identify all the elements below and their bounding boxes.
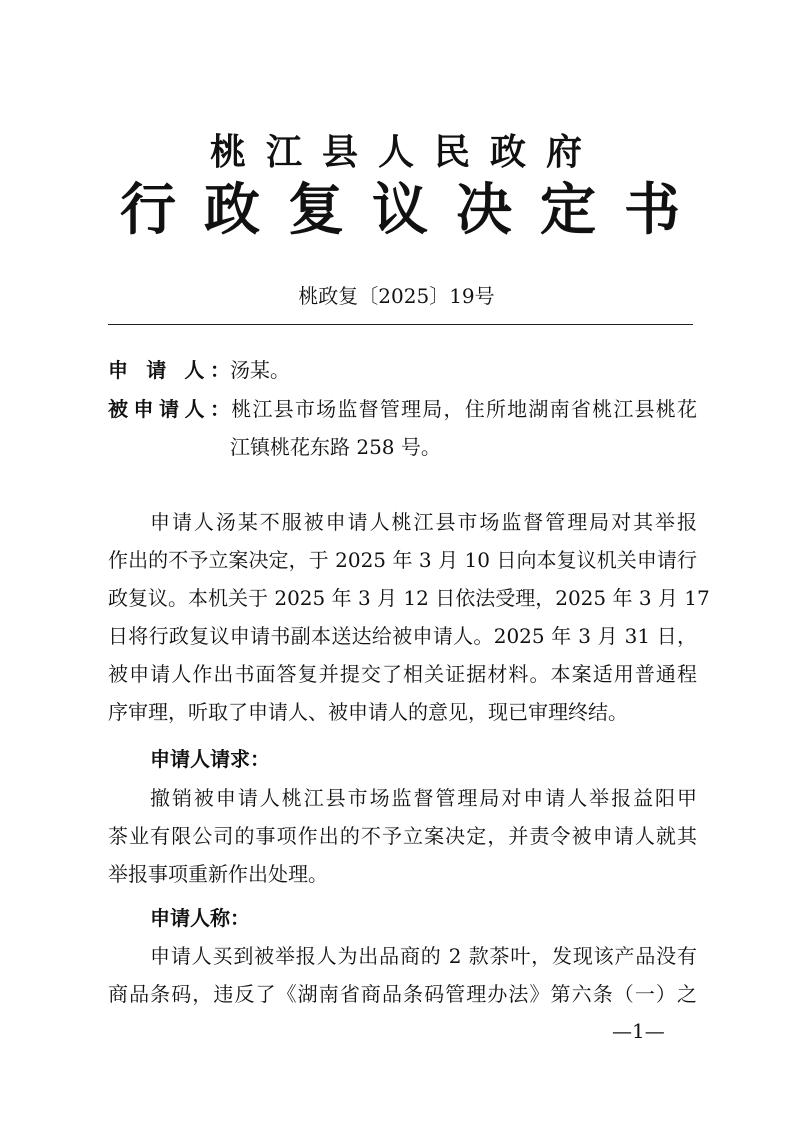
intro-line: 作出的不予立案决定，于 2025 年 3 月 10 日向本复议机关申请行 [108, 548, 697, 572]
request-line: 茶业有限公司的事项作出的不予立案决定，并责令被申请人就其 [108, 824, 697, 848]
request-line: 撤销被申请人桃江县市场监督管理局对申请人举报益阳甲 [150, 786, 697, 810]
document-title: 行政复议决定书 [120, 178, 680, 243]
claim-line: 商品条码，违反了《湖南省商品条码管理办法》第六条（一）之 [108, 982, 697, 1006]
respondent-line [108, 396, 697, 422]
claim-line: 申请人买到被举报人为出品商的 2 款茶叶，发现该产品没有 [150, 944, 697, 968]
respondent-value: 桃江县市场监督管理局，住所地湖南省桃江县桃花 [230, 397, 697, 421]
claim-heading: 申请人称： [150, 906, 250, 930]
applicant-value: 汤某。 [230, 358, 290, 382]
intro-line: 政复议。本机关于 2025 年 3 月 12 日依法受理，2025 年 3 月 17 [108, 586, 710, 610]
document-number: 桃政复〔2025〕19号 [298, 284, 495, 308]
respondent-label: 被申请人： [108, 397, 230, 421]
request-heading: 申请人请求： [150, 747, 270, 771]
applicant-label: 申 请 人： [108, 358, 230, 382]
intro-line: 日将行政复议申请书副本送达给被申请人。2025 年 3 月 31 日， [108, 624, 697, 648]
intro-line: 序审理，听取了申请人、被申请人的意见，现已审理终结。 [108, 700, 628, 724]
applicant-line [108, 357, 697, 383]
respondent-address: 江镇桃花东路 258 号。 [230, 435, 441, 459]
header-divider [108, 324, 693, 325]
request-line: 举报事项重新作出处理。 [108, 862, 328, 886]
page-number: —1— [612, 1019, 665, 1043]
intro-line: 申请人汤某不服被申请人桃江县市场监督管理局对其举报 [150, 510, 697, 534]
issuing-organization: 桃江县人民政府 [210, 132, 582, 173]
intro-line: 被申请人作出书面答复并提交了相关证据材料。本案适用普通程 [108, 662, 697, 686]
